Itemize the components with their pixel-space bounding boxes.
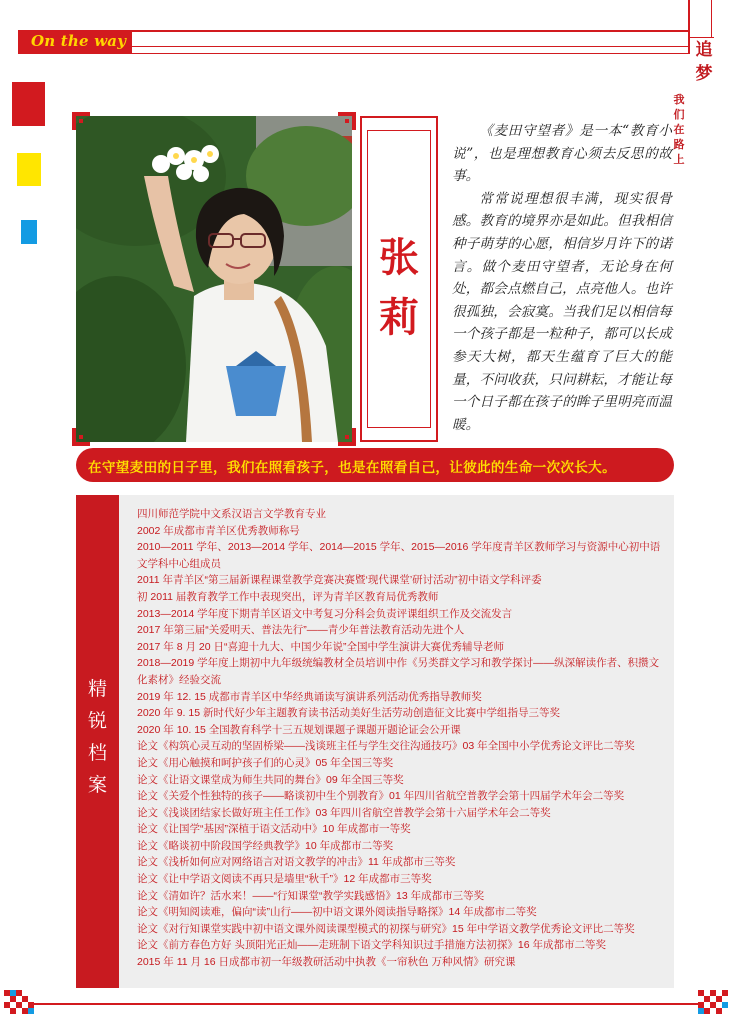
essay-paragraph-1: 《麦田守望者》是一本“教育小说”，也是理想教育心须去反思的故事。	[452, 123, 672, 185]
list-item: 论文《让国学“基因”深植于语文活动中》10 年成都市一等奖	[137, 823, 411, 836]
archive-label-char-4: 案	[87, 774, 107, 796]
list-item: 论文《让语文课堂成为师生共同的舞台》09 年全国三等奖	[137, 773, 404, 786]
archive-label-char-1: 精	[87, 678, 107, 700]
header-line-top	[132, 30, 688, 32]
header-line-vertical	[688, 0, 690, 54]
archive-label-char-3: 档	[87, 742, 107, 764]
list-item: 四川师范学院中文系汉语言文学教育专业	[137, 508, 326, 520]
archive-label-char-2: 锐	[87, 710, 107, 732]
list-item: 2011 年青羊区“第三届新课程课堂教学竞赛决赛暨‘现代课堂’研讨活动”初中语文学科评委	[137, 574, 542, 587]
list-item: 论文《清如许？活水来！——“行知课堂“教学实践感悟》13 年成都市三等奖	[137, 889, 485, 902]
header-badge	[18, 30, 132, 54]
list-item: 2013—2014 学年度下期青羊区语文中考复习分科会负责评课组织工作及交流发言	[137, 607, 513, 620]
list-item: 2015 年 11 月 16 日成都市初一年级教研活动中执教《一帘秋色 万种风情》研究课	[137, 956, 516, 969]
essay-paragraph-2: 常常说理想很丰满，现实很骨感。教育的境界亦是如此。但我相信种子萌芽的心愿，相信岁月许下的诺言。做个麦田守望者，无论身在何处，都会点燃自己，点亮他人。也许很孤独，会寂寞。当我们足以相信每一个孩子都是一粒种子，都可以长成参天大树，都天生蕴育了巨大的能量，不问收获，只问耕耘，才能让每一个日子都在孩子的眸子里明亮而温暖。	[452, 190, 672, 433]
list-item: 论文《浅析如何应对网络语言对语文教学的冲击》11 年成都市三等奖	[137, 856, 456, 869]
archive-panel	[76, 495, 674, 988]
portrait-illustration	[76, 116, 352, 442]
list-item: 初 2011 届教育教学工作中表现突出，评为青羊区教育局优秀教师	[137, 590, 439, 603]
header-line-step	[132, 46, 688, 47]
motto-banner-text: 在守望麦田的日子里，我们在照看孩子，也是在照看自己，让彼此的生命一次次长大。	[88, 460, 616, 476]
list-item: 2017 年第三届“关爱明天、普法先行”——青少年普法教育活动先进个人	[137, 624, 465, 637]
footer-corner-ornament-right	[698, 990, 728, 1014]
list-item: 论文《明知阅读难，偏向“读”山行——初中语文课外阅读指导略探》14 年成都市二等奖	[137, 906, 537, 919]
list-item: 论文《略谈初中阶段国学经典教学》10 年成都市二等奖	[137, 839, 394, 852]
list-item: 论文《浅谈团结家长做好班主任工作》03 年四川省航空普教学会第十六届学术年会二等奖	[137, 806, 551, 819]
list-item: 论文《让中学语文阅读不再只是墙里“秋千”》12 年成都市三等奖	[137, 873, 432, 886]
photo-corner-ornament-bl	[72, 428, 90, 446]
header-line-right-vertical	[711, 0, 712, 38]
portrait-photo	[76, 116, 352, 442]
list-item: 论文《构筑心灵互动的坚固桥梁——浅谈班主任与学生交往沟通技巧》03 年全国中小学优秀论文评比二等奖	[137, 740, 635, 753]
list-item: 2020 年 9. 15 新时代好少年主题教育读书活动美好生活劳动创造征文比赛中学组指导三等奖	[137, 707, 560, 720]
list-item: 论文《对行知课堂实践中初中语文课外阅读课型模式的初探与研究》15 年中学语文教学优秀论文评比二等奖	[137, 922, 635, 935]
list-item: 2020 年 10. 15 全国教育科学十三五规划课题子课题开题论证会公开课	[137, 723, 461, 736]
list-item: 2019 年 12. 15 成都市青羊区中华经典诵读写演讲系列活动优秀指导教师奖	[137, 690, 482, 703]
blue-block	[21, 220, 37, 244]
list-item: 2010—2011 学年、2013—2014 学年、2014—2015 学年、2015—2016 学年度青羊区教师学习与资源中心初中语文学科中心组成员	[137, 541, 661, 570]
name-char-2: 莉	[379, 295, 419, 341]
side-title-char-1: 追	[695, 40, 713, 60]
archive-label	[76, 495, 119, 988]
list-item: 2002 年成都市青羊区优秀教师称号	[137, 524, 300, 537]
name-char-1: 张	[379, 235, 419, 281]
red-block	[12, 82, 45, 126]
list-item: 论文《前方春色方好 头顶阳光正灿——走班制下语文学科知识过手措施方法初探》16 年成都市二等奖	[137, 939, 607, 952]
photo-corner-ornament-tl	[72, 112, 90, 130]
footer-line	[34, 1003, 698, 1005]
side-subtitle: 我们在路上	[673, 93, 685, 166]
list-item: 2018—2019 学年度上期初中九年级统编教材全员培训中作《另类群文学习和教学探讨——纵深解读作者、积攒文化素材》经验交流	[137, 657, 660, 686]
list-item: 2017 年 8 月 20 日“喜迎十九大、中国少年说”全国中学生演讲大赛优秀辅导老师	[137, 640, 504, 653]
photo-corner-ornament-tr	[338, 112, 356, 130]
yellow-block	[17, 153, 41, 186]
list-item: 论文《关爱个性独特的孩子——略谈初中生个别教育》01 年四川省航空普教学会第十四届学术年会二等奖	[137, 790, 625, 803]
footer-corner-ornament-left	[4, 990, 34, 1014]
archive-list	[137, 506, 665, 971]
motto-banner	[76, 448, 674, 482]
photo-corner-ornament-br	[338, 428, 356, 446]
side-title-char-2: 梦	[695, 64, 713, 84]
name-card	[360, 116, 438, 442]
header-line-bottom	[18, 53, 688, 54]
list-item: 论文《用心触摸和呵护孩子们的心灵》05 年全国三等奖	[137, 756, 394, 769]
side-title	[693, 38, 715, 86]
essay-text	[452, 120, 672, 436]
header-badge-text: On the way	[31, 32, 127, 50]
